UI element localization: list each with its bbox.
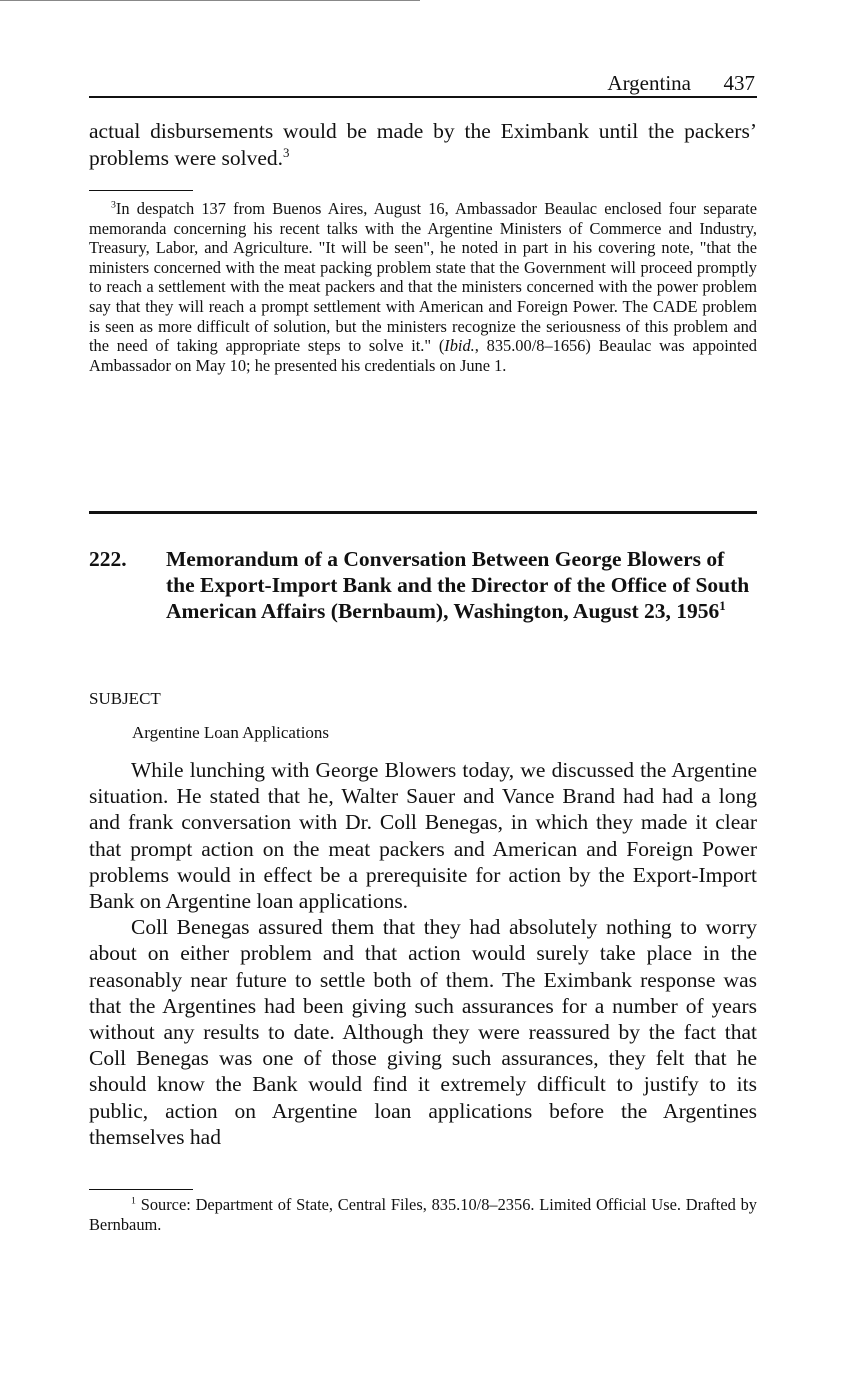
footnote-ref-1: 1 [719, 598, 726, 613]
running-header [89, 70, 757, 98]
running-title: Argentina [607, 71, 691, 95]
footnote-separator [89, 1189, 193, 1190]
footnote-separator [89, 190, 193, 191]
footnote-1-marker: 1 [131, 1195, 136, 1207]
page-number: 437 [723, 71, 755, 95]
continued-paragraph [89, 118, 757, 171]
footnote-3 [89, 199, 757, 375]
footnote-1-text: Source: Department of State, Central Files, 835.10/8–2356. Limited Official Use. Drafted by Bernbaum. [89, 1195, 757, 1234]
document-title-text: Memorandum of a Conversation Between George Blowers of the Export-Import Bank and the Director of the Office of South American Affairs (Bernbaum), Washington, August 23, 1956 [166, 547, 750, 623]
document-title [166, 546, 756, 624]
footnote-3-text-end: , 835.00/8–1656) Beaulac was appointed Ambassador on May 10; he presented his credentials on June 1. [89, 336, 757, 375]
page-top-edge-rule [0, 0, 420, 1]
body-paragraph: Coll Benegas assured them that they had absolutely nothing to worry about on either problem and that action would surely take place in the reasonably near future to settle both of them. The Eximbank response was that the Argentines had been giving such assurances for a number of years without any results to date. Although they were reassured by the fact that Coll Benegas was one of those giving such assurances, they felt that he should know the Bank would find it extremely difficult to justify to its public, action on Argentine loan applications before the Argentines themselves had [89, 915, 757, 1149]
document-number: 222. [89, 547, 127, 571]
footnote-3-text: In despatch 137 from Buenos Aires, August 16, Ambassador Beaulac enclosed four separate memoranda concerning his recent talks with the Argentine Ministers of Commerce and Industry, Treasury, Labor, and Agriculture. "It will be seen", he noted in part in his covering note, "that the ministers concerned with the meat packing problem state that the Government will proceed promptly to reach a settlement with the meat packers and that the ministers concerned with the power problem say that they will reach a prompt settlement with American and Foreign Power. The CADE problem is seen as more difficult of solution, but the ministers recognize the seriousness of this problem and the need of taking appropriate steps to solve it." ( [89, 199, 757, 356]
memorandum-body [89, 757, 757, 1150]
footnote-3-ibid: Ibid. [444, 336, 475, 356]
subject-text: Argentine Loan Applications [132, 723, 330, 742]
footnote-1 [89, 1195, 757, 1234]
footnote-3-marker: 3 [111, 199, 116, 211]
subject-label: SUBJECT [89, 689, 161, 708]
footnote-ref-3: 3 [283, 145, 290, 160]
section-divider [89, 511, 757, 514]
body-paragraph: While lunching with George Blowers today, we discussed the Argentine situation. He stated that he, Walter Sauer and Vance Brand had had a long and frank conversation with Dr. Coll Benegas, in which they made it clear that prompt action on the meat packers and American and Foreign Power problems would in effect be a prerequisite for action by the Export-Import Bank on Argentine loan applications. [89, 758, 757, 914]
continued-text: actual disbursements would be made by the Eximbank until the packers’ problems were solved. [89, 119, 757, 170]
